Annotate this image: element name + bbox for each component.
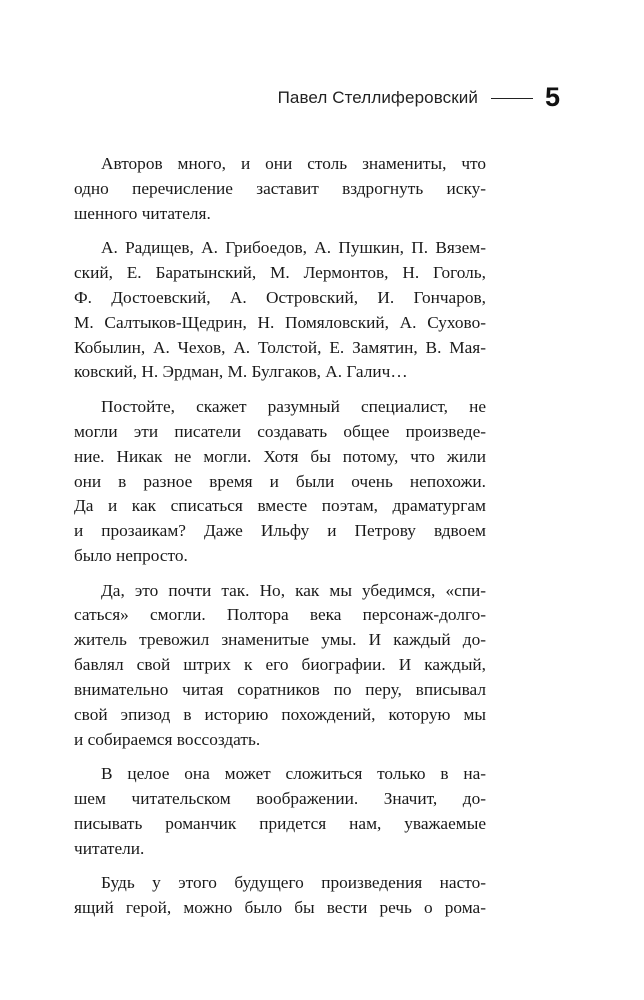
text-line: шенного читателя. [74,203,211,223]
paragraph [74,152,486,227]
text-line: Постойте, скажет разумный специалист, не [101,396,486,416]
text-line: саться» смогли. Полтора века персонаж-долго- [74,605,486,625]
text-line: А. Радищев, А. Грибоедов, А. Пушкин, П. Вязем- [101,238,486,258]
paragraph [74,395,486,569]
text-line: было непросто. [74,546,188,566]
text-line: бавлял свой штрих к его биографии. И каждый, [74,655,486,675]
text-line: могли эти писатели создавать общее произведе- [74,421,486,441]
text-line: Ф. Достоевский, А. Островский, И. Гончаров, [74,287,486,307]
running-head-author: Павел Стеллиферовский [277,87,478,107]
text-line: Да, это почти так. Но, как мы убедимся, «спи- [101,580,486,600]
text-line: ние. Никак не могли. Хотя бы потому, что жили [74,446,486,466]
paragraph [74,236,486,385]
text-line: внимательно читая соратников по перу, вписывал [74,679,486,699]
text-line: одно перечисление заставит вздрогнуть иску- [74,178,486,198]
text-line: писывать романчик придется нам, уважаемые [74,813,486,833]
text-line: ский, Е. Баратынский, М. Лермонтов, Н. Гоголь, [74,263,486,283]
paragraph [74,762,486,861]
running-head-rule [491,98,533,99]
text-line: М. Салтыков-Щедрин, Н. Помяловский, А. Сухово- [74,312,486,332]
text-line: Да и как списаться вместе поэтам, драматургам [74,496,486,516]
text-line: ящий герой, можно было бы вести речь о рома- [74,898,486,918]
text-line: и собираемся воссоздать. [74,729,261,749]
text-line: они в разное время и были очень непохожи. [74,471,486,491]
text-line: свой эпизод в историю похождений, которую мы [74,704,486,724]
body-text [74,152,486,931]
text-line: Авторов много, и они столь знамениты, что [101,154,486,173]
page-number: 5 [544,82,560,112]
text-line: В целое она может сложиться только в на- [101,764,486,784]
paragraph [74,579,486,753]
text-line: и прозаикам? Даже Ильфу и Петрову вдвоем [74,521,486,541]
text-line: читатели. [74,838,145,858]
text-line: шем читательском воображении. Значит, до- [74,789,486,808]
text-line: ковский, Н. Эрдман, М. Булгаков, А. Галич… [74,362,408,382]
text-line: Кобылин, А. Чехов, А. Толстой, Е. Замятин, В. Мая- [74,337,486,357]
text-line: Будь у этого будущего произведения насто- [101,873,486,893]
text-line: житель тревожил знаменитые умы. И каждый до- [74,630,486,650]
running-head [278,84,560,111]
paragraph [74,871,486,921]
